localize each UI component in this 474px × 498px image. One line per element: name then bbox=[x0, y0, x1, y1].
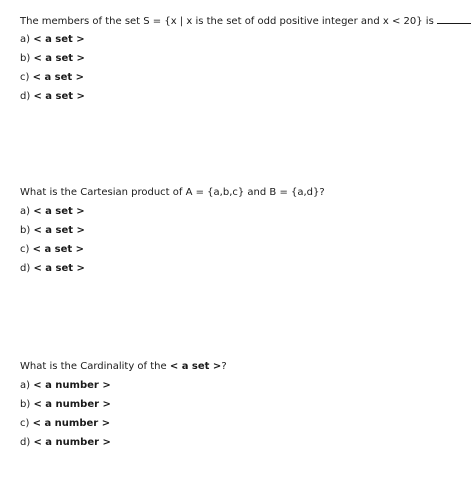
question-1-option-c bbox=[20, 72, 84, 84]
question-3-option-d bbox=[20, 437, 111, 449]
option-letter: b) bbox=[20, 399, 31, 410]
option-value: < a set > bbox=[33, 263, 85, 274]
option-value: < a number > bbox=[33, 437, 111, 448]
option-letter: a) bbox=[20, 206, 31, 217]
option-letter: c) bbox=[20, 72, 30, 83]
option-letter: b) bbox=[20, 53, 31, 64]
question-1-prompt: The members of the set S = {x | x is the set of odd positive integer and x < 20} is bbox=[20, 16, 434, 27]
answer-blank bbox=[437, 14, 471, 24]
question-3-option-c bbox=[20, 418, 110, 430]
option-value: < a set > bbox=[33, 91, 85, 102]
option-value: < a set > bbox=[33, 53, 85, 64]
question-3-prompt: What is the Cardinality of the bbox=[20, 361, 167, 372]
option-value: < a set > bbox=[33, 225, 85, 236]
option-value: < a number > bbox=[32, 418, 111, 429]
question-1-option-b bbox=[20, 53, 85, 65]
question-3-option-a bbox=[20, 380, 111, 392]
question-1-text bbox=[20, 14, 471, 28]
question-3-option-b bbox=[20, 399, 111, 411]
question-1-option-d bbox=[20, 91, 85, 103]
option-letter: a) bbox=[20, 380, 31, 391]
option-value: < a set > bbox=[32, 244, 85, 255]
question-2-option-d bbox=[20, 263, 85, 275]
option-value: < a set > bbox=[32, 72, 85, 83]
question-3-inline-value: < a set > bbox=[169, 361, 222, 372]
option-letter: a) bbox=[20, 34, 31, 45]
option-letter: b) bbox=[20, 225, 31, 236]
option-letter: d) bbox=[20, 91, 31, 102]
question-3-suffix: ? bbox=[221, 361, 227, 372]
question-2-prompt: What is the Cartesian product of A = {a,b,c} and B = {a,d}? bbox=[20, 187, 325, 198]
option-letter: d) bbox=[20, 263, 31, 274]
question-2-option-b bbox=[20, 225, 85, 237]
question-2-option-a bbox=[20, 206, 85, 218]
question-2-text bbox=[20, 187, 325, 199]
option-value: < a number > bbox=[33, 380, 111, 391]
option-letter: c) bbox=[20, 244, 30, 255]
option-letter: d) bbox=[20, 437, 31, 448]
question-1-option-a bbox=[20, 34, 85, 46]
option-letter: c) bbox=[20, 418, 30, 429]
option-value: < a number > bbox=[33, 399, 111, 410]
option-value: < a set > bbox=[33, 34, 85, 45]
option-value: < a set > bbox=[33, 206, 85, 217]
question-3-text bbox=[20, 361, 227, 373]
question-2-option-c bbox=[20, 244, 84, 256]
